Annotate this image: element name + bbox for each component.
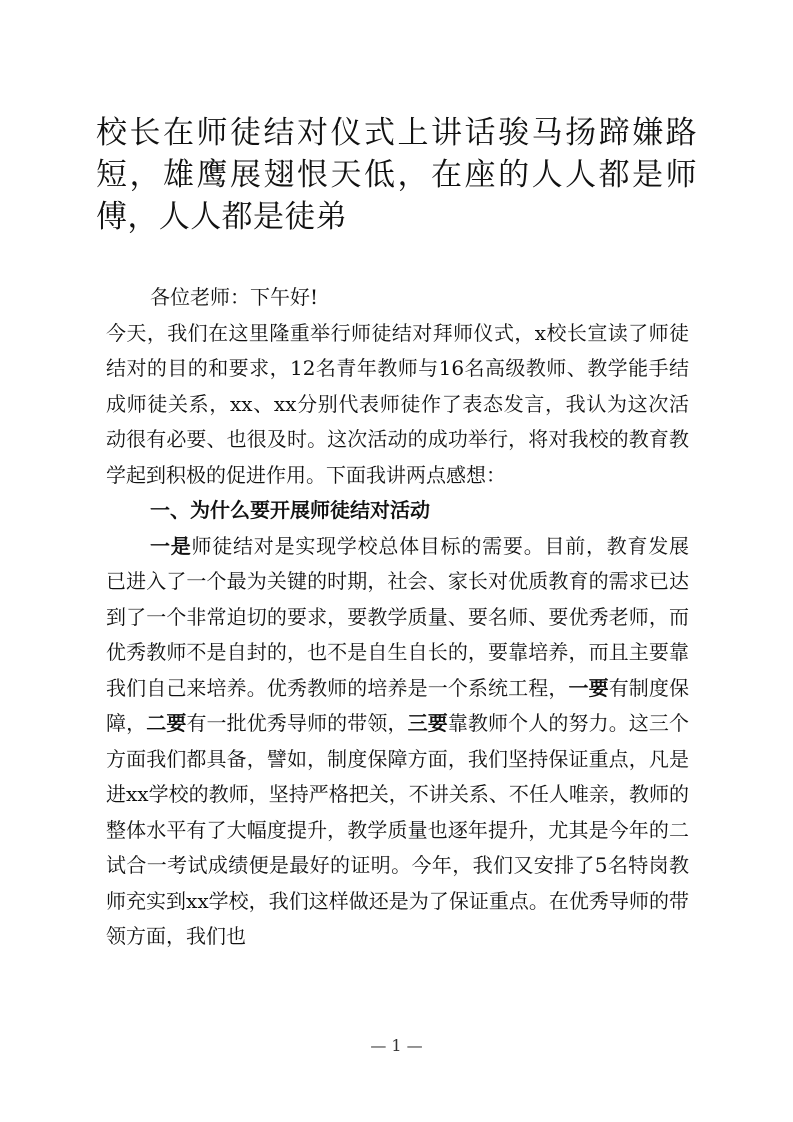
page-number: — 1 —: [370, 1036, 423, 1055]
paragraph-text: 师徒结对是实现学校总体目标的需要。目前，教育发展已进入了一个最为关键的时期，社会、家长对优质教育的需求已达到了一个非常迫切的要求，要教学质量、要名师、要优秀老师，而优秀教师不是自封的，也不是自生自长的，要靠培养，而且主要靠我们自己来培养。优秀教师的培养是一个系统工程，: [106, 533, 690, 700]
body-paragraph: [106, 529, 689, 955]
point-label: 三要: [407, 711, 448, 735]
paragraph-text: 有制度保障，: [106, 675, 690, 735]
paragraph-text: 靠教师个人的努力。这三个方面我们都具备，譬如，制度保障方面，我们坚持保证重点，凡是进xx学校的教师，坚持严格把关，不讲关系、不任人唯亲，教师的整体水平有了大幅度提升，教学质量也逐年提升，尤其是今年的二试合一考试成绩便是最好的证明。今年，我们又安排了5名特岗教师充实到xx学校，我们这样做还是为了保证重点。在优秀导师的带领方面，我们也: [106, 711, 690, 948]
paragraph-text: 有一批优秀导师的带领，: [186, 711, 408, 735]
document-title: 校长在师徒结对仪式上讲话骏马扬蹄嫌路短，雄鹰展翅恨天低，在座的人人都是师傅，人人都是徒弟: [96, 115, 697, 235]
intro-paragraph: 今天，我们在这里隆重举行师徒结对拜师仪式，x校长宣读了师徒结对的目的和要求，12名青年教师与16名高级教师、教学能手结成师徒关系，xx、xx分别代表师徒作了表态发言，我认为这次活动很有必要、也很及时。这次活动的成功举行，将对我校的教育教学起到积极的促进作用。下面我讲两点感想：: [106, 320, 689, 487]
document-body: [106, 280, 689, 955]
point-label: 一要: [568, 675, 609, 700]
point-label: 二要: [146, 711, 187, 735]
section-heading: 一、为什么要开展师徒结对活动: [150, 498, 430, 522]
lead-phrase: 一是: [150, 533, 192, 558]
salutation: 各位老师：下午好!: [150, 285, 319, 309]
